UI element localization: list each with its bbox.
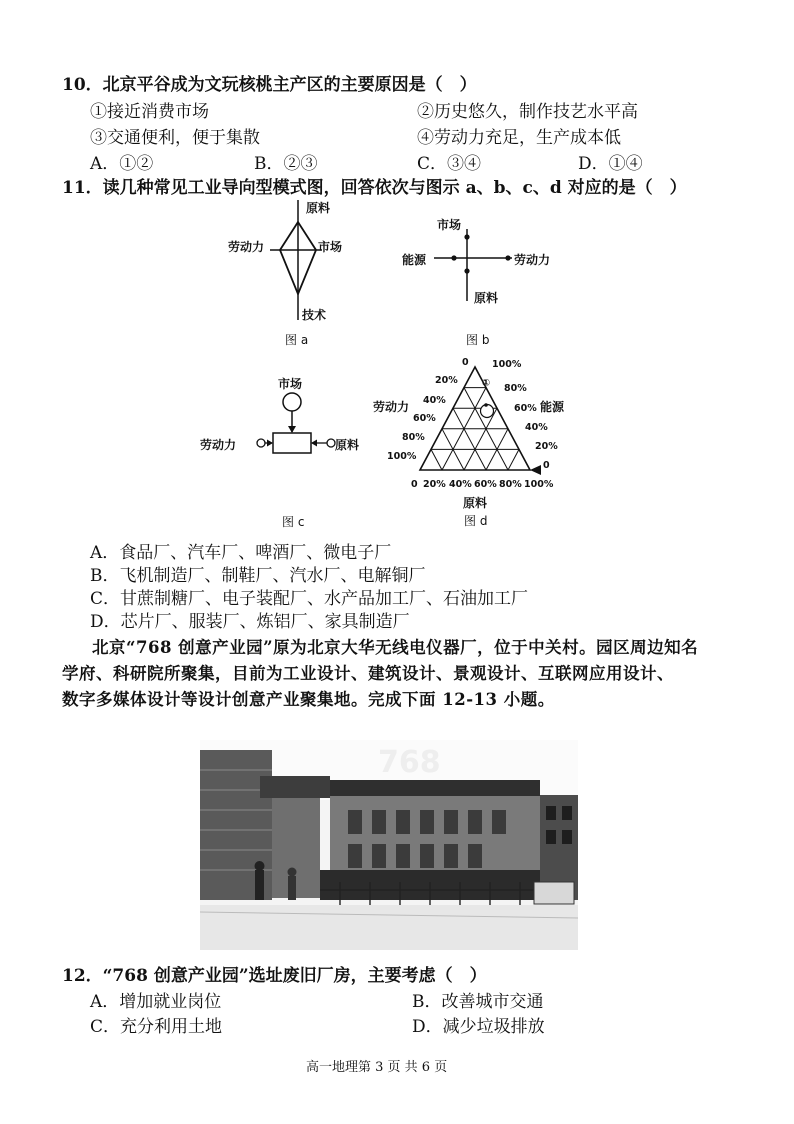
- figure-b-left-label: 能源: [402, 253, 427, 267]
- figure-d-left-tick: 60%: [413, 413, 436, 424]
- figure-d-left-tick: 100%: [387, 451, 417, 462]
- passage-line-3: 数字多媒体设计等设计创意产业聚集地。完成下面 12-13 小题。: [62, 690, 555, 709]
- figure-d-bottom-tick: 0: [411, 479, 418, 490]
- figure-b-right-label: 劳动力: [514, 253, 551, 267]
- q11-stem: 11．读几种常见工业导向型模式图，回答依次与图示 a、b、c、d 对应的是（ ）: [62, 178, 687, 198]
- figure-d-left-tick: 0: [462, 357, 469, 368]
- figure-c-top-label: 市场: [278, 377, 303, 391]
- figure-c-caption: 图 c: [282, 515, 305, 529]
- figure-d-left-tick: 80%: [402, 432, 425, 443]
- q12-stem: 12．“768 创意产业园”选址废旧厂房，主要考虑（ ）: [62, 966, 487, 986]
- q11-option-a[interactable]: A．食品厂、汽车厂、啤酒厂、微电子厂: [90, 543, 392, 563]
- q12-option-d[interactable]: D．减少垃圾排放: [412, 1017, 545, 1037]
- q10-item-2: ②历史悠久，制作技艺水平高: [417, 102, 638, 122]
- page-footer: 高一地理第 3 页 共 6 页: [306, 1060, 448, 1075]
- q10-stem: 10．北京平谷成为文玩核桃主产区的主要原因是（ ）: [62, 75, 477, 95]
- figure-d-left-tick: 40%: [423, 395, 446, 406]
- figure-d-caption: 图 d: [464, 514, 488, 528]
- figure-d-right-tick: 100%: [492, 359, 522, 370]
- figure-b-caption: 图 b: [466, 333, 490, 347]
- q10-item-1: ①接近消费市场: [90, 102, 209, 122]
- figure-a-caption: 图 a: [285, 333, 309, 347]
- figure-d-right-tick: 40%: [525, 422, 548, 433]
- figure-c-left-label: 劳动力: [200, 438, 237, 452]
- figure-d-bottom-tick: 20%: [423, 479, 446, 490]
- q10-option-c[interactable]: C．③④: [417, 154, 482, 174]
- q10-item-3: ③交通便利，便于集散: [90, 128, 260, 148]
- q12-option-b[interactable]: B．改善城市交通: [412, 992, 544, 1012]
- figure-d-bottom-tick: 60%: [474, 479, 497, 490]
- q11-option-d[interactable]: D．芯片厂、服装厂、炼铝厂、家具制造厂: [90, 612, 410, 632]
- figure-d-left-tick: 20%: [435, 375, 458, 386]
- passage-line-2: 学府、科研院所聚集，目前为工业设计、建筑设计、景观设计、互联网应用设计、: [62, 664, 674, 683]
- figure-c-diagram: [245, 390, 345, 460]
- figure-c-right-label: 原料: [335, 438, 360, 452]
- figure-d-right-tick: 0: [543, 460, 550, 471]
- figure-a-left-label: 劳动力: [228, 240, 265, 254]
- figure-d-bottom-tick: 40%: [449, 479, 472, 490]
- q12-option-c[interactable]: C．充分利用土地: [90, 1017, 223, 1037]
- photo-768-creative-park: [200, 740, 578, 950]
- figure-d-point-marker: ①: [481, 378, 491, 389]
- figure-d-right-tick: 60%: [514, 403, 537, 414]
- figure-d-right-axis-label: 能源: [540, 400, 565, 414]
- figure-a-right-label: 市场: [318, 240, 343, 254]
- figure-d-bottom-tick: 80%: [499, 479, 522, 490]
- q11-option-b[interactable]: B．飞机制造厂、制鞋厂、汽水厂、电解铜厂: [90, 566, 426, 586]
- q11-option-c[interactable]: C．甘蔗制糖厂、电子装配厂、水产品加工厂、石油加工厂: [90, 589, 529, 609]
- figure-b-bottom-label: 原料: [474, 291, 499, 305]
- q10-option-d[interactable]: D．①④: [578, 154, 643, 174]
- q10-option-b[interactable]: B．②③: [254, 154, 318, 174]
- figure-b-top-label: 市场: [437, 218, 462, 232]
- figure-d-bottom-axis-label: 原料: [463, 496, 488, 510]
- figure-d-bottom-tick: 100%: [524, 479, 554, 490]
- passage-line-1: 北京“768 创意产业园”原为北京大华无线电仪器厂，位于中关村。园区周边知名: [92, 638, 699, 657]
- q10-item-4: ④劳动力充足，生产成本低: [417, 128, 621, 148]
- figure-a-top-label: 原料: [306, 201, 331, 215]
- figure-d-right-tick: 80%: [504, 383, 527, 394]
- photo-sign-768: 768: [378, 745, 441, 780]
- q10-option-a[interactable]: A．①②: [90, 154, 154, 174]
- q12-option-a[interactable]: A．增加就业岗位: [90, 992, 222, 1012]
- figure-d-right-tick: 20%: [535, 441, 558, 452]
- figure-a-bottom-label: 技术: [302, 308, 327, 322]
- figure-d-left-axis-label: 劳动力: [373, 400, 410, 414]
